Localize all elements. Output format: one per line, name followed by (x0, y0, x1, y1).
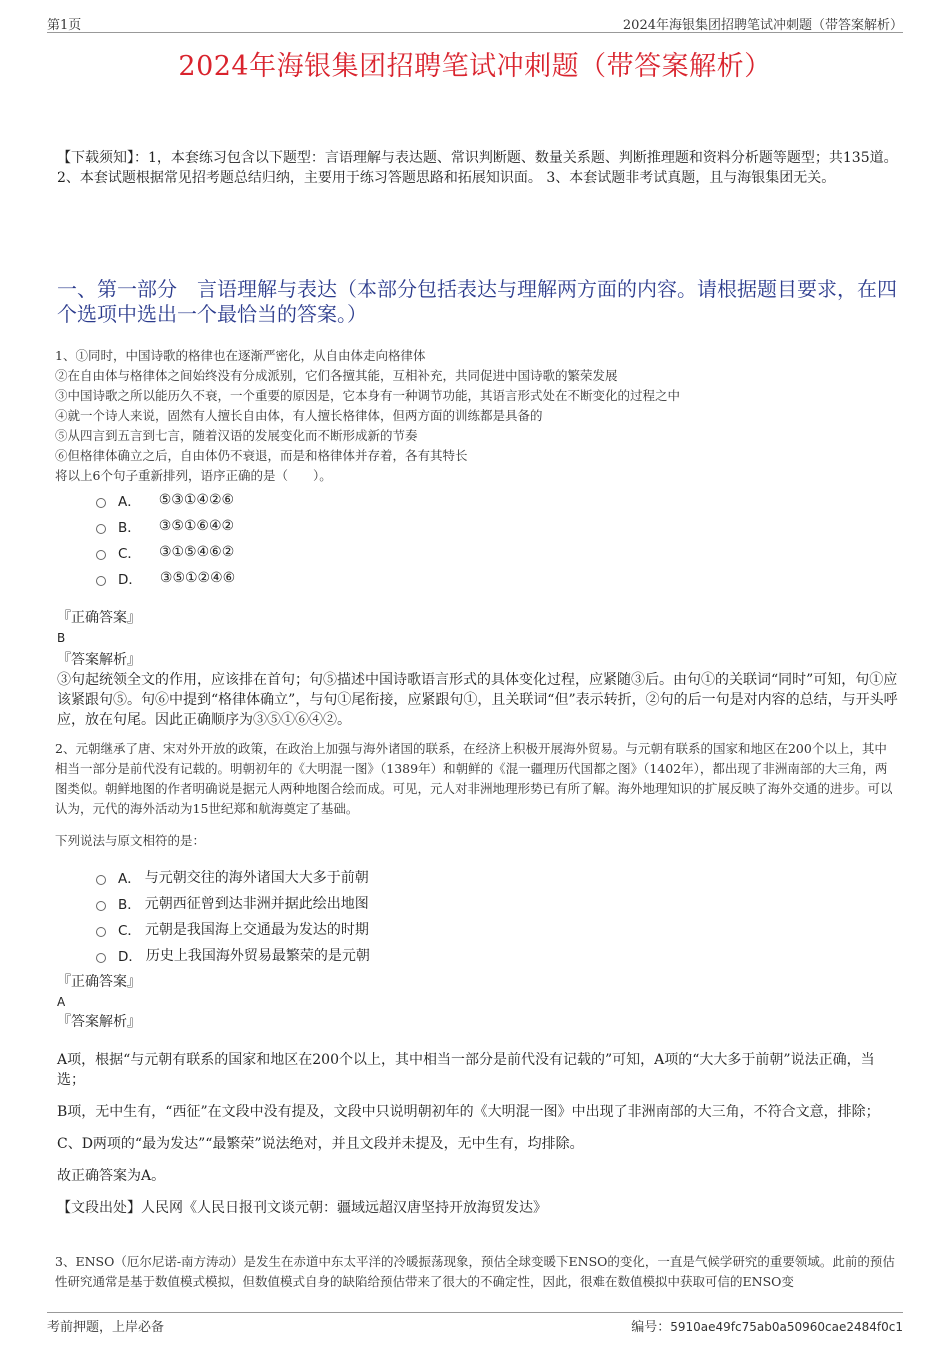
option-text: ③⑤①⑥④② (158, 518, 235, 534)
option-d[interactable] (96, 565, 235, 591)
option-letter: B． (118, 520, 141, 536)
question-1-stem (55, 346, 898, 486)
option-letter: D． (118, 572, 142, 588)
option-letter: C． (118, 546, 141, 562)
analysis-label: 『答案解析』 (57, 1014, 141, 1030)
option-text: ③⑤①②④⑥ (159, 570, 236, 586)
q1-line: ③中国诗歌之所以能历久不衰，一个重要的原因是，它本身有一种调节功能，其语言形式处在不断变化的过程之中 (55, 388, 681, 403)
radio-icon[interactable] (96, 576, 106, 586)
q1-line: ②在自由体与格律体之间始终没有分成派别，它们各擅其能，互相补充，共同促进中国诗歌的繁荣发展 (55, 368, 618, 383)
answer-value: A (57, 995, 66, 1009)
page-footer (47, 1312, 903, 1335)
option-letter: A． (118, 871, 141, 887)
radio-icon[interactable] (96, 901, 106, 911)
option-text: ③①⑤④⑥② (158, 544, 235, 560)
q1-line: ④就一个诗人来说，固然有人擅长自由体，有人擅长格律体，但两方面的训练都是具备的 (55, 408, 543, 423)
option-letter: A． (118, 494, 141, 510)
question-1-answer (57, 608, 898, 730)
question-2-answer (57, 972, 898, 1218)
option-b[interactable] (96, 513, 235, 539)
conclusion: 故正确答案为A。 (57, 1168, 166, 1184)
question-3-stem (55, 1252, 898, 1292)
page-title: 2024年海银集团招聘笔试冲刺题（带答案解析） (178, 51, 772, 82)
option-text: 元朝是我国海上交通最为发达的时期 (144, 922, 369, 938)
question-2-options (96, 864, 370, 968)
answer-label: 『正确答案』 (57, 974, 141, 990)
question-2-stem (55, 739, 898, 851)
q1-line: 1、①同时，中国诗歌的格律也在逐渐严密化，从自由体走向格律体 (55, 348, 426, 363)
option-letter: D． (118, 949, 142, 965)
section-heading: 一、第一部分 言语理解与表达（本部分包括表达与理解两方面的内容。请根据题目要求，在四个选项中选出一个最恰当的答案。） (57, 277, 897, 326)
download-notice: 【下载须知】：1，本套练习包含以下题型：言语理解与表达题、常识判断题、数量关系题、判断推理题和资料分析题等题型；共135道。 2、本套试题根据常见招考题总结归纳，主要用于练习答题思路和拓展知识面。 3、本套试题非考试真题，且与海银集团无关。 (57, 150, 898, 186)
footer-slogan: 考前押题，上岸必备 (47, 1320, 165, 1335)
analysis-a: A项，根据“与元朝有联系的国家和地区在200个以上，其中相当一部分是前代没有记载的”可知，A项的“大大多于前朝”说法正确，当选； (57, 1052, 875, 1088)
radio-icon[interactable] (96, 524, 106, 534)
source-note: 【文段出处】人民网《人民日报刊文谈元朝：疆域远超汉唐坚持开放海贸发达》 (57, 1200, 547, 1216)
q1-line: ⑤从四言到五言到七言，随着汉语的发展变化而不断形成新的节奏 (55, 428, 418, 443)
q1-line: 将以上6个句子重新排列，语序正确的是（ ）。 (55, 468, 332, 483)
radio-icon[interactable] (96, 953, 106, 963)
analysis-text: ③句起统领全文的作用，应该排在首句；句⑤描述中国诗歌语言形式的具体变化过程，应紧随③后。由句①的关联词“同时”可知，句①应该紧跟句⑤。句⑥中提到“格律体确立”，与句①尾衔接，应紧跟句①，且关联词“但”表示转折，②句的后一句是对内容的总结，与开头呼应，放在句尾。因此正确顺序为③⑤①⑥④②。 (57, 672, 898, 728)
q2-question: 下列说法与原文相符的是： (55, 833, 206, 848)
option-text: 与元朝交往的海外诸国大大多于前朝 (144, 870, 369, 886)
radio-icon[interactable] (96, 875, 106, 885)
answer-value: B (57, 631, 66, 645)
answer-label: 『正确答案』 (57, 610, 141, 626)
q2-passage: 2、元朝继承了唐、宋对外开放的政策，在政治上加强与海外诸国的联系，在经济上积极开展海外贸易。与元朝有联系的国家和地区在200个以上，其中相当一部分是前代没有记载的。明朝初年的《大明混一图》（1389年）和朝鲜的《混一疆理历代国都之图》（1402年），都出现了非洲南部的大三角，两图类似。朝鲜地图的作者明确说是据元人两种地图合绘而成。可见，元人对非洲地理形势已有所了解。海外地理知识的扩展反映了海外交通的进步。可以认为，元代的海外活动为15世纪郑和航海奠定了基础。 (55, 741, 893, 816)
radio-icon[interactable] (96, 927, 106, 937)
page-header (47, 14, 903, 33)
radio-icon[interactable] (96, 550, 106, 560)
analysis-cd: C、D两项的“最为发达”“最繁荣”说法绝对，并且文段并未提及，无中生有，均排除。 (57, 1136, 584, 1152)
q1-line: ⑥但格律体确立之后，自由体仍不衰退，而是和格律体并存着，各有其特长 (55, 448, 468, 463)
analysis-b: B项，无中生有，“西征”在文段中没有提及，文段中只说明朝初年的《大明混一图》中出现了非洲南部的大三角，不符合文意，排除； (57, 1104, 880, 1120)
page-number: 第1页 (47, 18, 82, 33)
option-a[interactable] (96, 864, 370, 890)
header-doc-title: 2024年海银集团招聘笔试冲刺题（带答案解析） (622, 18, 903, 33)
option-b[interactable] (96, 890, 370, 916)
option-letter: C． (118, 923, 141, 939)
footer-code (631, 1316, 903, 1335)
option-d[interactable] (96, 942, 370, 968)
radio-icon[interactable] (96, 498, 106, 508)
question-1-options (96, 487, 235, 591)
q3-passage: 3、ENSO（厄尔尼诺-南方涛动）是发生在赤道中东太平洋的冷暖振荡现象，预估全球变暖下ENSO的变化，一直是气候学研究的重要领域。此前的预估性研究通常是基于数值模式模拟，但数值模式自身的缺陷给预估带来了很大的不确定性，因此，很难在数值模拟中获取可信的ENSO变 (55, 1254, 895, 1289)
code-label: 编号： (631, 1320, 671, 1335)
option-text: ⑤③①④②⑥ (158, 492, 235, 508)
code-value: 5910ae49fc75ab0a50960cae2484f0c1 (670, 1320, 903, 1334)
option-c[interactable] (96, 539, 235, 565)
option-text: 历史上我国海外贸易最繁荣的是元朝 (145, 948, 370, 964)
option-text: 元朝西征曾到达非洲并据此绘出地图 (144, 896, 369, 912)
option-a[interactable] (96, 487, 235, 513)
option-letter: B． (118, 897, 141, 913)
option-c[interactable] (96, 916, 370, 942)
analysis-label: 『答案解析』 (57, 652, 141, 668)
